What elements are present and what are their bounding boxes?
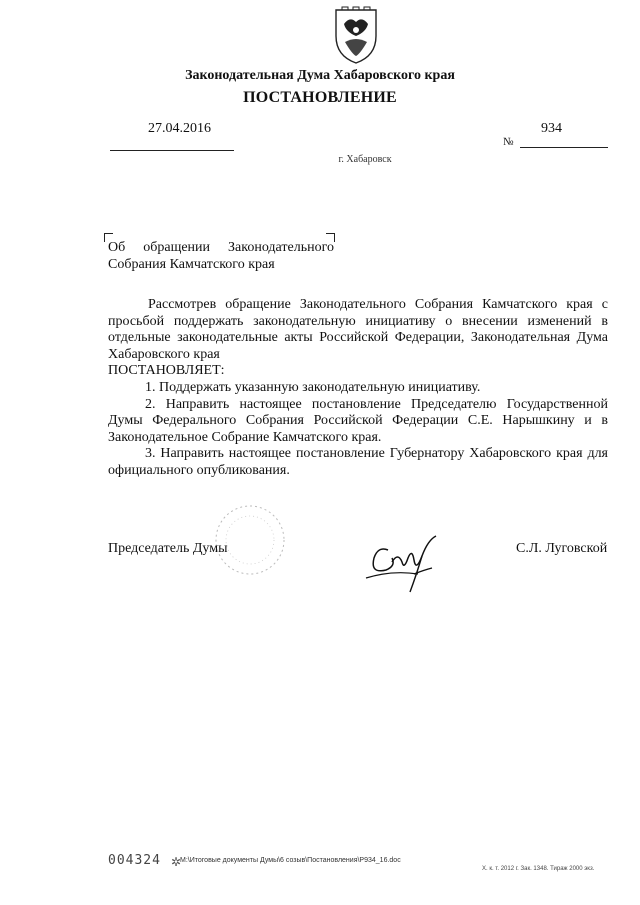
document-subject [108, 239, 334, 273]
document-type: ПОСТАНОВЛЕНИЕ [243, 89, 397, 106]
date-underline [110, 150, 234, 151]
signer-name: С.Л. Луговской [516, 541, 608, 556]
document-date: 27.04.2016 [148, 121, 211, 136]
subject-line-1: Об обращении Законодательного [108, 240, 334, 255]
city-label: г. Хабаровск [338, 154, 392, 165]
document-number: 934 [541, 121, 562, 136]
coat-of-arms-icon [330, 6, 382, 66]
decree-item-1: 1. Поддержать указанную законодательную инициативу. [145, 379, 481, 395]
print-info: Х. к. т. 2012 г. Зак. 1348. Тираж 2000 экз. [482, 866, 595, 872]
decree-item-3: 3. Направить настоящее постановление Губернатору Хабаровского края для официального опубликования. [108, 446, 608, 478]
number-underline [520, 147, 608, 148]
faint-seal-icon [210, 500, 290, 580]
intro-paragraph: Рассмотрев обращение Законодательного Собрания Камчатского края с просьбой поддержать законодательную инициативу о внесении изменений в отдельные законодательные акты Российской Федерации, Законодательная Дума Хабаровского края [108, 297, 608, 362]
decree-word: ПОСТАНОВЛЯЕТ: [108, 363, 225, 379]
file-path: М:\Итоговые документы Думы\6 созыв\Постановления\Р934_16.doc [180, 857, 401, 864]
document-body [108, 297, 608, 480]
handwritten-signature-icon [352, 518, 452, 598]
number-sign: № [503, 136, 514, 148]
signer-role: Председатель Думы [108, 541, 228, 556]
asterisk-mark: ✲ [171, 855, 182, 869]
organization-title: Законодательная Дума Хабаровского края [185, 68, 455, 83]
decree-item-2: 2. Направить настоящее постановление Председателю Государственной Думы Федерального Собрания Российской Федерации С.Е. Нарышкину и в Законодательное Собрание Камчатского края. [108, 396, 608, 445]
subject-line-2: Собрания Камчатского края [108, 257, 275, 272]
registration-number: 004324 [108, 853, 161, 868]
